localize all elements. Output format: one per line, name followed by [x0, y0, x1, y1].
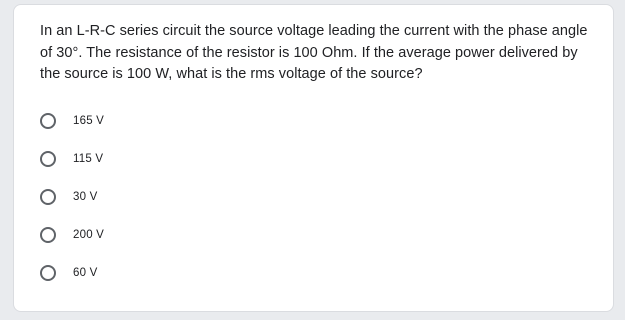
radio-button[interactable] [40, 151, 56, 167]
option-label: 60 V [73, 267, 98, 279]
option-115v[interactable] [40, 149, 104, 169]
option-label: 200 V [73, 229, 105, 241]
radio-button[interactable] [40, 189, 56, 205]
radio-button[interactable] [40, 265, 56, 281]
question-text: In an L-R-C series circuit the source voltage leading the current with the phase angle of 30°. The resistance of the resistor is 100 Ohm. If the average power delivered by the source is 100 W, what is the rms voltage of the source? [40, 23, 588, 82]
option-label: 165 V [73, 115, 105, 127]
option-165v[interactable] [40, 111, 104, 131]
radio-button[interactable] [40, 113, 56, 129]
question-card [13, 4, 614, 312]
answer-options [40, 111, 104, 301]
option-60v[interactable] [40, 263, 104, 283]
option-200v[interactable] [40, 225, 104, 245]
option-label: 115 V [73, 153, 104, 165]
option-label: 30 V [73, 191, 98, 203]
radio-button[interactable] [40, 227, 56, 243]
option-30v[interactable] [40, 187, 104, 207]
